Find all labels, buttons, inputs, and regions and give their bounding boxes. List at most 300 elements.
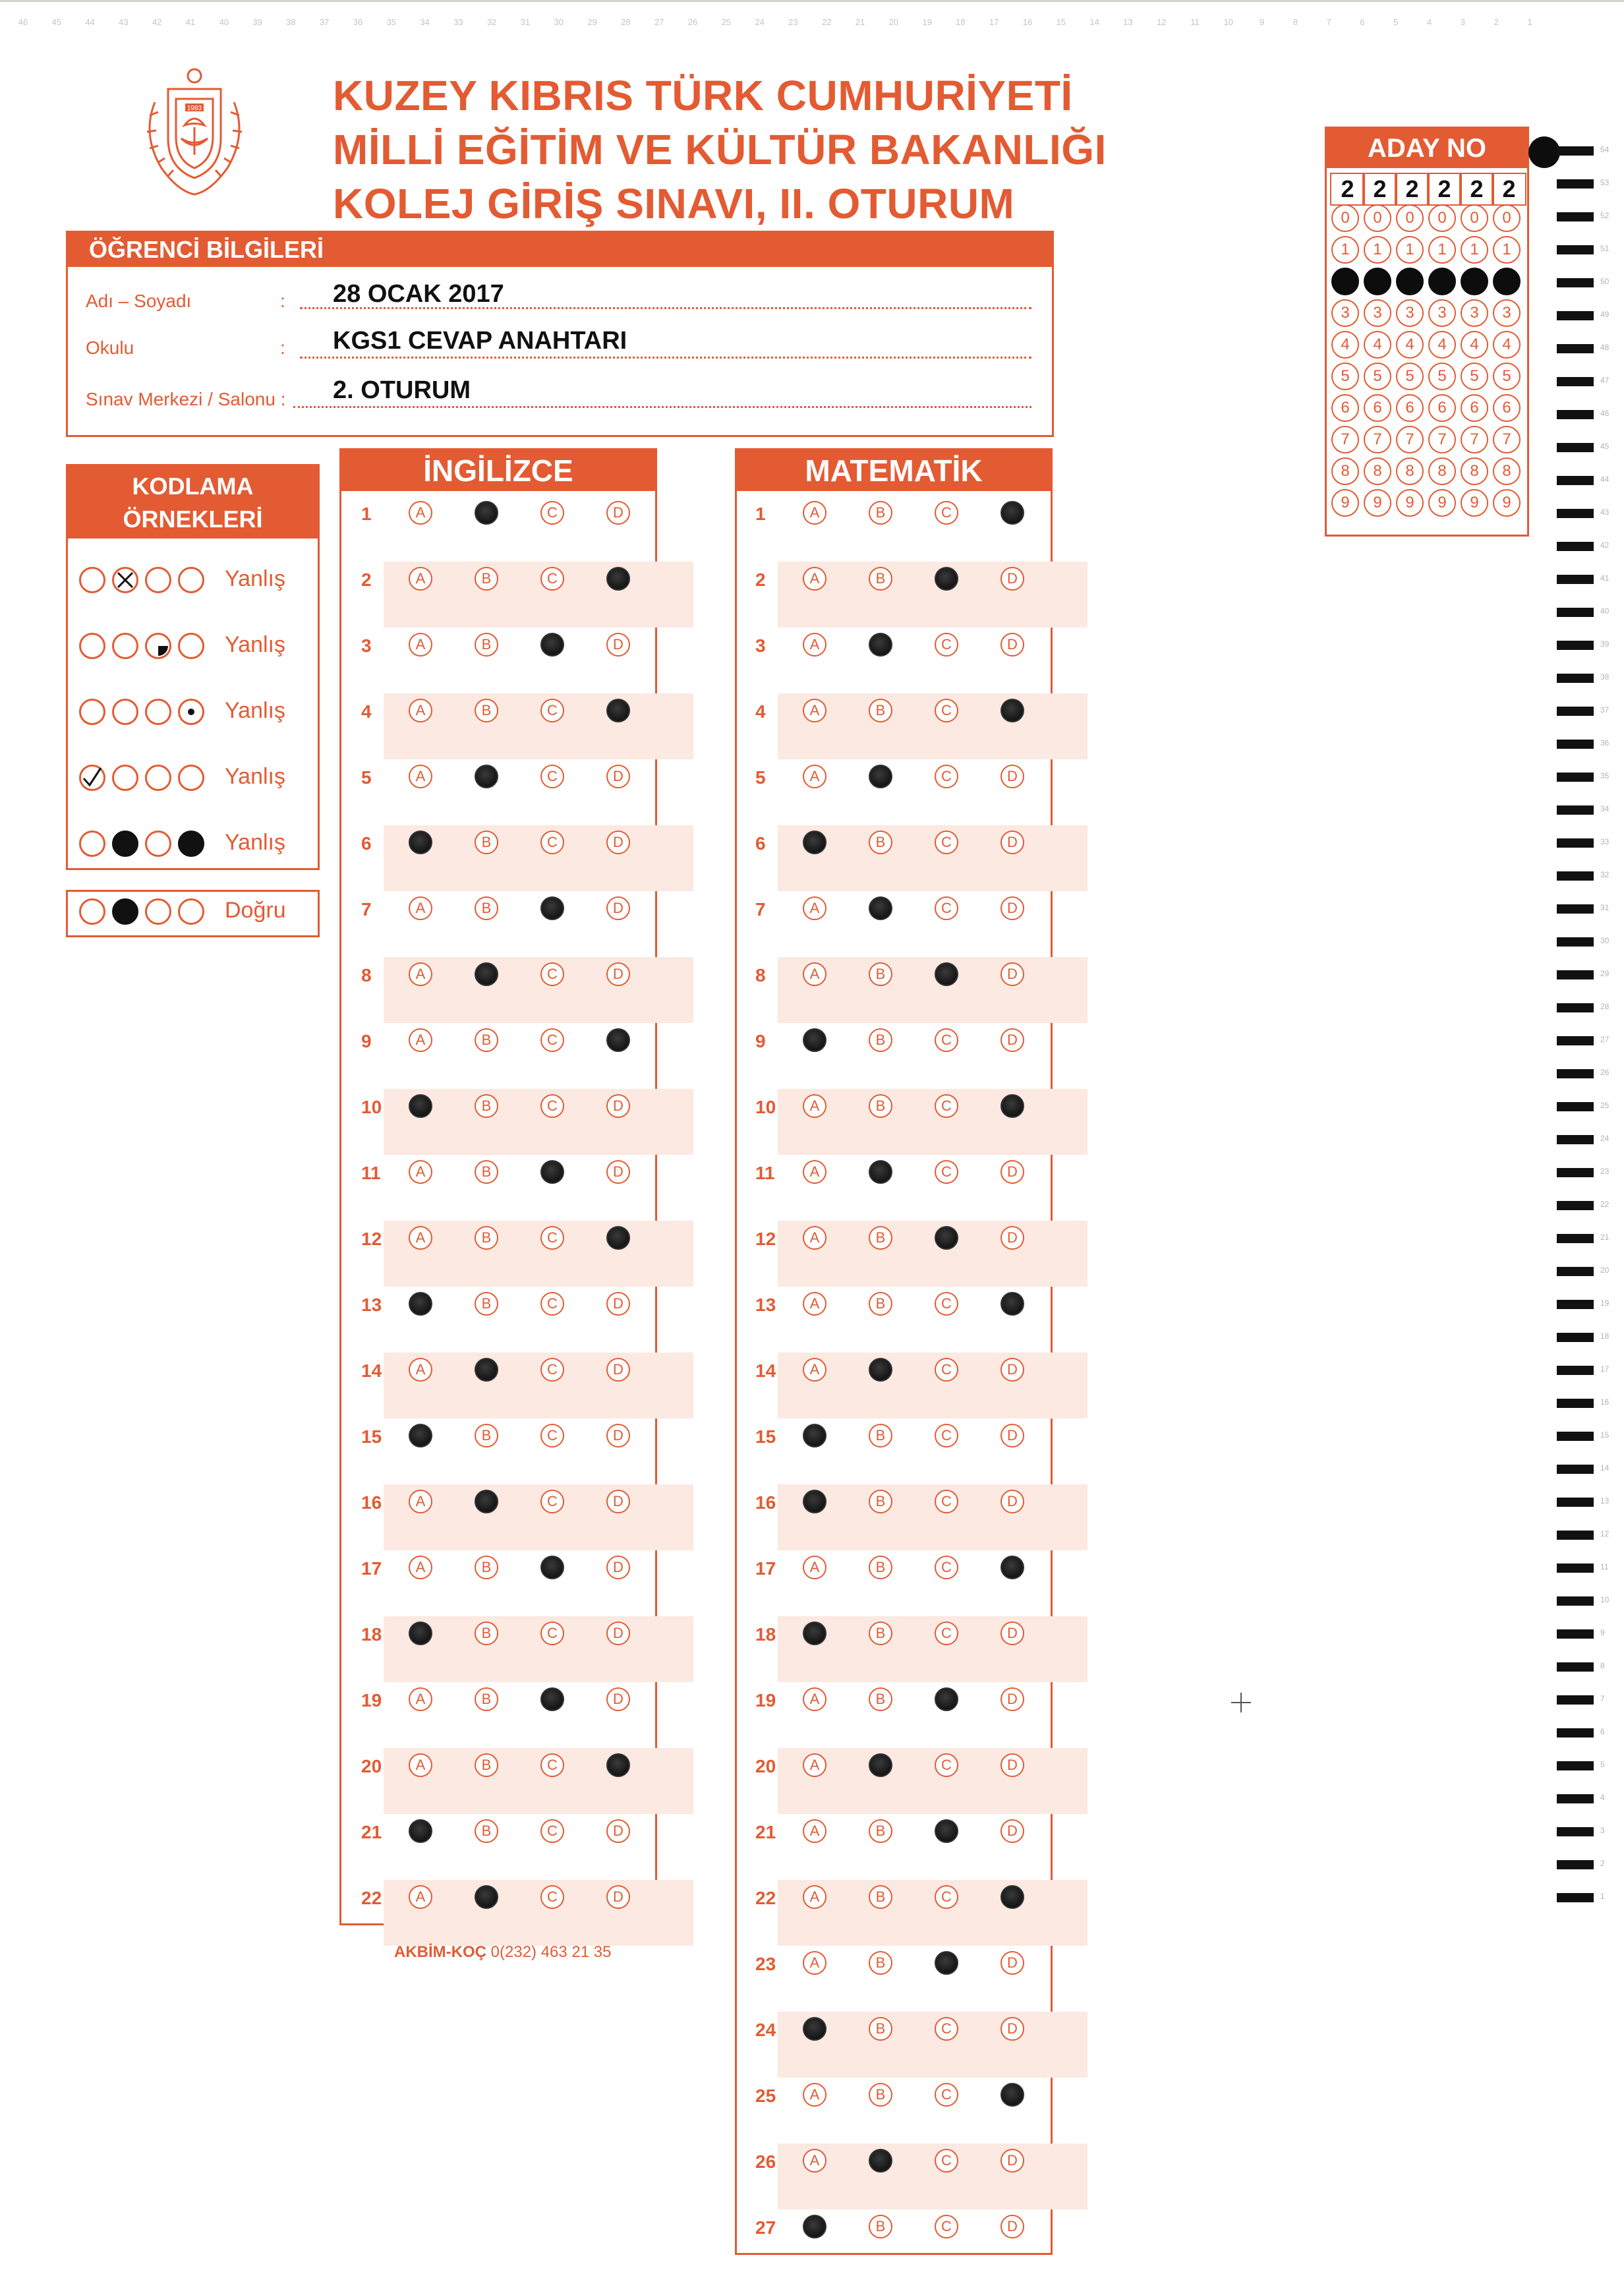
english-q4-option-a[interactable]: A [409, 699, 432, 722]
english-q19-option-c[interactable] [540, 1687, 564, 1711]
aday-no-bubble-5[interactable]: 5 [1461, 363, 1488, 390]
math-q4-option-a[interactable]: A [803, 699, 826, 722]
math-q10-option-a[interactable]: A [803, 1094, 826, 1118]
math-q8-option-b[interactable]: B [869, 962, 892, 986]
math-q22-option-b[interactable]: B [869, 1885, 892, 1909]
english-q17-option-a[interactable]: A [409, 1556, 432, 1579]
math-q23-option-c[interactable] [935, 1951, 958, 1975]
aday-no-bubble-0[interactable]: 0 [1331, 204, 1359, 232]
aday-no-bubble-5[interactable]: 5 [1396, 363, 1424, 390]
english-q22-option-b[interactable] [475, 1885, 498, 1909]
math-q24-option-b[interactable]: B [869, 2017, 892, 2041]
english-q1-option-b[interactable] [475, 501, 498, 525]
timing-mark-number: 33 [1600, 837, 1610, 846]
math-q15-option-b[interactable]: B [869, 1424, 892, 1447]
aday-no-bubble-1[interactable]: 1 [1331, 236, 1359, 264]
english-q11-option-a[interactable]: A [409, 1160, 432, 1184]
english-q14-option-c[interactable]: C [540, 1358, 564, 1382]
english-q3-option-d[interactable]: D [606, 633, 630, 657]
english-q21-option-a[interactable] [409, 1819, 432, 1843]
math-q27-option-b[interactable]: B [869, 2215, 892, 2238]
school-value[interactable]: KGS1 CEVAP ANAHTARI [333, 327, 627, 355]
timing-mark [1557, 1695, 1594, 1705]
english-q7-option-c[interactable] [540, 896, 564, 920]
english-q18-option-d[interactable]: D [606, 1621, 630, 1645]
math-question-number: 18 [755, 1624, 776, 1645]
english-q20-option-c[interactable]: C [540, 1753, 564, 1777]
math-q24-option-d[interactable]: D [1000, 2017, 1024, 2041]
math-q9-option-c[interactable]: C [935, 1028, 958, 1052]
example-bubble [112, 765, 138, 791]
math-q22-option-a[interactable]: A [803, 1885, 826, 1909]
english-q14-option-d[interactable]: D [606, 1358, 630, 1382]
english-q20-option-d[interactable] [606, 1753, 630, 1777]
english-q3-option-a[interactable]: A [409, 633, 432, 657]
timing-mark [1557, 344, 1594, 353]
math-question-number: 3 [755, 635, 766, 656]
math-q14-option-b[interactable] [869, 1358, 892, 1382]
english-q5-option-c[interactable]: C [540, 765, 564, 788]
timing-mark-number: 4 [1600, 1793, 1605, 1802]
math-q9-option-d[interactable]: D [1000, 1028, 1024, 1052]
math-q2-option-b[interactable]: B [869, 567, 892, 591]
math-q14-option-a[interactable]: A [803, 1358, 826, 1382]
correct-example-box [66, 890, 320, 937]
math-q15-option-a[interactable] [803, 1424, 826, 1447]
aday-no-bubble-7[interactable]: 7 [1364, 426, 1391, 453]
math-q6-option-c[interactable]: C [935, 831, 958, 854]
english-q8-option-d[interactable]: D [606, 962, 630, 986]
english-q15-option-c[interactable]: C [540, 1424, 564, 1447]
aday-no-bubble-4[interactable]: 4 [1331, 331, 1359, 359]
aday-no-bubble-1[interactable]: 1 [1428, 236, 1456, 264]
aday-no-bubble-9[interactable]: 9 [1396, 489, 1424, 517]
math-q12-option-b[interactable]: B [869, 1226, 892, 1250]
aday-no-bubble-9[interactable]: 9 [1331, 489, 1359, 517]
math-q18-option-d[interactable]: D [1000, 1621, 1024, 1645]
example-correct-label: Doğru [225, 898, 286, 923]
english-q16-option-c[interactable]: C [540, 1490, 564, 1513]
english-q11-option-c[interactable] [540, 1160, 564, 1184]
english-q20-option-b[interactable]: B [475, 1753, 498, 1777]
aday-no-bubble-6[interactable]: 6 [1461, 394, 1488, 422]
math-q18-option-b[interactable]: B [869, 1621, 892, 1645]
english-question-number: 5 [361, 767, 372, 788]
english-q13-option-d[interactable]: D [606, 1292, 630, 1316]
aday-no-bubble-3[interactable]: 3 [1331, 299, 1359, 327]
math-q22-option-d[interactable] [1000, 1885, 1024, 1909]
math-q8-option-d[interactable]: D [1000, 962, 1024, 986]
math-q27-option-d[interactable]: D [1000, 2215, 1024, 2238]
name-value[interactable]: 28 OCAK 2017 [333, 280, 504, 308]
math-q17-option-a[interactable]: A [803, 1556, 826, 1579]
aday-no-bubble-1[interactable]: 1 [1396, 236, 1424, 264]
math-q21-option-c[interactable] [935, 1819, 958, 1843]
aday-no-bubble-5[interactable]: 5 [1331, 363, 1359, 390]
math-q14-option-d[interactable]: D [1000, 1358, 1024, 1382]
aday-no-bubble-6[interactable]: 6 [1364, 394, 1391, 422]
timing-mark-number: 41 [1600, 573, 1610, 583]
english-q10-option-b[interactable]: B [475, 1094, 498, 1118]
aday-no-bubble-8[interactable]: 8 [1461, 457, 1488, 485]
math-q23-option-b[interactable]: B [869, 1951, 892, 1975]
timing-mark-number: 45 [1600, 442, 1610, 451]
math-q27-option-a[interactable] [803, 2215, 826, 2238]
ruler-number: 27 [654, 17, 664, 27]
english-q9-option-d[interactable] [606, 1028, 630, 1052]
ruler-number: 34 [420, 17, 430, 27]
timing-mark-number: 31 [1600, 903, 1610, 912]
aday-no-bubble-8[interactable]: 8 [1428, 457, 1456, 485]
english-q9-option-c[interactable]: C [540, 1028, 564, 1052]
aday-no-bubble-7[interactable]: 7 [1428, 426, 1456, 453]
math-q26-option-b[interactable] [869, 2149, 892, 2173]
aday-no-bubble-7[interactable]: 7 [1493, 426, 1521, 453]
math-q18-option-c[interactable]: C [935, 1621, 958, 1645]
aday-no-bubble-9[interactable]: 9 [1364, 489, 1391, 517]
aday-no-bubble-7[interactable]: 7 [1396, 426, 1424, 453]
math-q25-option-d[interactable] [1000, 2083, 1024, 2107]
math-q7-option-c[interactable]: C [935, 896, 958, 920]
math-q13-option-c[interactable]: C [935, 1292, 958, 1316]
math-q20-option-b[interactable] [869, 1753, 892, 1777]
timing-mark [1557, 1563, 1594, 1573]
aday-no-bubble-9[interactable]: 9 [1461, 489, 1488, 517]
math-q13-option-d[interactable] [1000, 1292, 1024, 1316]
english-q17-option-b[interactable]: B [475, 1556, 498, 1579]
emblem-icon [129, 63, 260, 201]
english-q9-option-b[interactable]: B [475, 1028, 498, 1052]
math-q10-option-d[interactable] [1000, 1094, 1024, 1118]
english-q10-option-a[interactable] [409, 1094, 432, 1118]
aday-no-bubble-4[interactable]: 4 [1461, 331, 1488, 359]
timing-mark-number: 15 [1600, 1430, 1610, 1440]
math-q3-option-d[interactable]: D [1000, 633, 1024, 657]
timing-mark [1557, 1531, 1594, 1540]
english-q11-option-d[interactable]: D [606, 1160, 630, 1184]
math-q4-option-c[interactable]: C [935, 699, 958, 722]
aday-no-bubble-5[interactable]: 5 [1428, 363, 1456, 390]
english-q12-option-d[interactable] [606, 1226, 630, 1250]
math-q5-option-b[interactable] [869, 765, 892, 788]
center-dotted-line [293, 406, 1031, 408]
english-q4-option-c[interactable]: C [540, 699, 564, 722]
aday-no-bubble-3[interactable]: 3 [1396, 299, 1424, 327]
math-q19-option-d[interactable]: D [1000, 1687, 1024, 1711]
math-q27-option-c[interactable]: C [935, 2215, 958, 2238]
english-q6-option-c[interactable]: C [540, 831, 564, 854]
english-q20-option-a[interactable]: A [409, 1753, 432, 1777]
english-q5-option-b[interactable] [475, 765, 498, 788]
aday-no-bubble-4[interactable]: 4 [1428, 331, 1456, 359]
math-q24-option-c[interactable]: C [935, 2017, 958, 2041]
english-q22-option-a[interactable]: A [409, 1885, 432, 1909]
english-q21-option-c[interactable]: C [540, 1819, 564, 1843]
math-q7-option-b[interactable] [869, 896, 892, 920]
math-q6-option-a[interactable] [803, 831, 826, 854]
math-q26-option-d[interactable]: D [1000, 2149, 1024, 2173]
english-q13-option-c[interactable]: C [540, 1292, 564, 1316]
english-q2-option-b[interactable]: B [475, 567, 498, 591]
aday-no-bubble-8[interactable]: 8 [1493, 457, 1521, 485]
example-bubble [79, 765, 105, 791]
math-q2-option-a[interactable]: A [803, 567, 826, 591]
aday-no-bubble-9[interactable]: 9 [1493, 489, 1521, 517]
english-q19-option-b[interactable]: B [475, 1687, 498, 1711]
timing-mark [1557, 377, 1594, 386]
timing-mark [1557, 1596, 1594, 1606]
example-bubble [145, 765, 171, 791]
aday-no-bubble-6[interactable]: 6 [1493, 394, 1521, 422]
math-q1-option-d[interactable] [1000, 501, 1024, 525]
timing-mark-number: 30 [1600, 936, 1610, 945]
english-q16-option-a[interactable]: A [409, 1490, 432, 1513]
aday-no-bubble-7[interactable]: 7 [1461, 426, 1488, 453]
english-q2-option-d[interactable] [606, 567, 630, 591]
english-q6-option-d[interactable]: D [606, 831, 630, 854]
aday-no-bubble-8[interactable]: 8 [1396, 457, 1424, 485]
english-q14-option-b[interactable] [475, 1358, 498, 1382]
math-q11-option-a[interactable]: A [803, 1160, 826, 1184]
english-q9-option-a[interactable]: A [409, 1028, 432, 1052]
aday-no-bubble-0[interactable]: 0 [1396, 204, 1424, 232]
english-q15-option-b[interactable]: B [475, 1424, 498, 1447]
english-q6-option-b[interactable]: B [475, 831, 498, 854]
english-q8-option-c[interactable]: C [540, 962, 564, 986]
math-q22-option-c[interactable]: C [935, 1885, 958, 1909]
math-q19-option-c[interactable] [935, 1687, 958, 1711]
math-q3-option-b[interactable] [869, 633, 892, 657]
english-q3-option-c[interactable] [540, 633, 564, 657]
math-q5-option-d[interactable]: D [1000, 765, 1024, 788]
english-q2-option-c[interactable]: C [540, 567, 564, 591]
english-q18-option-b[interactable]: B [475, 1621, 498, 1645]
aday-no-bubble-1[interactable]: 1 [1364, 236, 1391, 264]
english-q11-option-b[interactable]: B [475, 1160, 498, 1184]
math-q12-option-a[interactable]: A [803, 1226, 826, 1250]
english-q6-option-a[interactable] [409, 831, 432, 854]
english-q18-option-c[interactable]: C [540, 1621, 564, 1645]
english-q15-option-a[interactable] [409, 1424, 432, 1447]
english-q19-option-a[interactable]: A [409, 1687, 432, 1711]
math-q5-option-a[interactable]: A [803, 765, 826, 788]
math-q25-option-b[interactable]: B [869, 2083, 892, 2107]
aday-no-bubble-2[interactable] [1396, 268, 1424, 295]
math-q2-option-c[interactable] [935, 567, 958, 591]
math-q9-option-a[interactable] [803, 1028, 826, 1052]
math-q3-option-a[interactable]: A [803, 633, 826, 657]
math-q13-option-b[interactable]: B [869, 1292, 892, 1316]
math-q7-option-a[interactable]: A [803, 896, 826, 920]
timing-mark-number: 16 [1600, 1397, 1610, 1407]
english-q7-option-d[interactable]: D [606, 896, 630, 920]
math-q17-option-d[interactable] [1000, 1556, 1024, 1579]
math-q12-option-d[interactable]: D [1000, 1226, 1024, 1250]
math-q23-option-d[interactable]: D [1000, 1951, 1024, 1975]
english-q17-option-d[interactable]: D [606, 1556, 630, 1579]
ruler-number: 8 [1292, 17, 1298, 27]
math-q11-option-c[interactable]: C [935, 1160, 958, 1184]
math-q10-option-b[interactable]: B [869, 1094, 892, 1118]
math-q19-option-a[interactable]: A [803, 1687, 826, 1711]
aday-no-bubble-1[interactable]: 1 [1461, 236, 1488, 264]
math-q4-option-b[interactable]: B [869, 699, 892, 722]
english-q13-option-a[interactable] [409, 1292, 432, 1316]
english-q22-option-c[interactable]: C [540, 1885, 564, 1909]
math-q2-option-d[interactable]: D [1000, 567, 1024, 591]
english-q8-option-a[interactable]: A [409, 962, 432, 986]
english-q10-option-c[interactable]: C [540, 1094, 564, 1118]
aday-no-bubble-0[interactable]: 0 [1428, 204, 1456, 232]
example-bubble [178, 699, 204, 725]
math-q20-option-c[interactable]: C [935, 1753, 958, 1777]
aday-no-bubble-4[interactable]: 4 [1364, 331, 1391, 359]
english-q1-option-c[interactable]: C [540, 501, 564, 525]
ruler-number: 5 [1393, 17, 1399, 27]
timing-mark [1557, 674, 1594, 683]
aday-no-bubble-5[interactable]: 5 [1493, 363, 1521, 390]
math-q9-option-b[interactable]: B [869, 1028, 892, 1052]
math-q1-option-a[interactable]: A [803, 501, 826, 525]
english-q5-option-d[interactable]: D [606, 765, 630, 788]
english-q5-option-a[interactable]: A [409, 765, 432, 788]
math-q16-option-b[interactable]: B [869, 1490, 892, 1513]
aday-no-bubble-2[interactable] [1461, 268, 1488, 295]
math-q1-option-c[interactable]: C [935, 501, 958, 525]
math-q8-option-a[interactable]: A [803, 962, 826, 986]
aday-no-bubble-6[interactable]: 6 [1331, 394, 1359, 422]
english-q17-option-c[interactable] [540, 1556, 564, 1579]
center-value[interactable]: 2. OTURUM [333, 376, 471, 404]
english-q7-option-a[interactable]: A [409, 896, 432, 920]
aday-no-bubble-7[interactable]: 7 [1331, 426, 1359, 453]
aday-no-bubble-0[interactable]: 0 [1364, 204, 1391, 232]
english-q15-option-d[interactable]: D [606, 1424, 630, 1447]
english-q12-option-b[interactable]: B [475, 1226, 498, 1250]
aday-no-bubble-1[interactable]: 1 [1493, 236, 1521, 264]
name-dotted-line [300, 307, 1031, 309]
english-q13-option-b[interactable]: B [475, 1292, 498, 1316]
aday-no-bubble-3[interactable]: 3 [1461, 299, 1488, 327]
english-q14-option-a[interactable]: A [409, 1358, 432, 1382]
aday-no-bubble-3[interactable]: 3 [1493, 299, 1521, 327]
english-q21-option-d[interactable]: D [606, 1819, 630, 1843]
math-q13-option-a[interactable]: A [803, 1292, 826, 1316]
math-q5-option-c[interactable]: C [935, 765, 958, 788]
math-q24-option-a[interactable] [803, 2017, 826, 2041]
math-q16-option-a[interactable] [803, 1490, 826, 1513]
math-q25-option-a[interactable]: A [803, 2083, 826, 2107]
aday-no-bubble-6[interactable]: 6 [1396, 394, 1424, 422]
math-q21-option-a[interactable]: A [803, 1819, 826, 1843]
aday-no-bubble-8[interactable]: 8 [1364, 457, 1391, 485]
english-q1-option-d[interactable]: D [606, 501, 630, 525]
english-q19-option-d[interactable]: D [606, 1687, 630, 1711]
math-q7-option-d[interactable]: D [1000, 896, 1024, 920]
math-q20-option-a[interactable]: A [803, 1753, 826, 1777]
math-question-number: 7 [755, 899, 766, 920]
english-q10-option-d[interactable]: D [606, 1094, 630, 1118]
timing-mark [1557, 410, 1594, 419]
math-q26-option-a[interactable]: A [803, 2149, 826, 2173]
math-q21-option-d[interactable]: D [1000, 1819, 1024, 1843]
english-q4-option-b[interactable]: B [475, 699, 498, 722]
english-q4-option-d[interactable] [606, 699, 630, 722]
math-q23-option-a[interactable]: A [803, 1951, 826, 1975]
aday-no-bubble-5[interactable]: 5 [1364, 363, 1391, 390]
math-q17-option-b[interactable]: B [869, 1556, 892, 1579]
math-q16-option-c[interactable]: C [935, 1490, 958, 1513]
math-q14-option-c[interactable]: C [935, 1358, 958, 1382]
english-q12-option-c[interactable]: C [540, 1226, 564, 1250]
aday-no-bubble-0[interactable]: 0 [1493, 204, 1521, 232]
math-question-number: 24 [755, 2020, 776, 2040]
aday-no-bubble-4[interactable]: 4 [1493, 331, 1521, 359]
english-question-number: 14 [361, 1360, 382, 1381]
english-q21-option-b[interactable]: B [475, 1819, 498, 1843]
math-q19-option-b[interactable]: B [869, 1687, 892, 1711]
math-q4-option-d[interactable] [1000, 699, 1024, 722]
aday-no-bubble-0[interactable]: 0 [1461, 204, 1488, 232]
math-q18-option-a[interactable] [803, 1621, 826, 1645]
math-q16-option-d[interactable]: D [1000, 1490, 1024, 1513]
math-q20-option-d[interactable]: D [1000, 1753, 1024, 1777]
ruler-number: 18 [956, 17, 966, 27]
aday-no-bubble-2[interactable] [1428, 268, 1456, 295]
aday-no-bubble-2[interactable] [1364, 268, 1391, 295]
math-q6-option-d[interactable]: D [1000, 831, 1024, 854]
math-question-number: 2 [755, 570, 766, 590]
english-q3-option-b[interactable]: B [475, 633, 498, 657]
english-q22-option-d[interactable]: D [606, 1885, 630, 1909]
math-q12-option-c[interactable] [935, 1226, 958, 1250]
english-q7-option-b[interactable]: B [475, 896, 498, 920]
aday-no-bubble-2[interactable] [1493, 268, 1521, 295]
math-q10-option-c[interactable]: C [935, 1094, 958, 1118]
math-q11-option-b[interactable] [869, 1160, 892, 1184]
aday-no-bubble-3[interactable]: 3 [1428, 299, 1456, 327]
aday-no-bubble-8[interactable]: 8 [1331, 457, 1359, 485]
math-q26-option-c[interactable]: C [935, 2149, 958, 2173]
english-q16-option-d[interactable]: D [606, 1490, 630, 1513]
math-q3-option-c[interactable]: C [935, 633, 958, 657]
math-q6-option-b[interactable]: B [869, 831, 892, 854]
english-question-number: 18 [361, 1624, 382, 1645]
timing-mark-number: 42 [1600, 540, 1610, 550]
english-q18-option-a[interactable] [409, 1621, 432, 1645]
aday-no-bubble-9[interactable]: 9 [1428, 489, 1456, 517]
english-q1-option-a[interactable]: A [409, 501, 432, 525]
math-q17-option-c[interactable]: C [935, 1556, 958, 1579]
math-q8-option-c[interactable] [935, 962, 958, 986]
math-q15-option-c[interactable]: C [935, 1424, 958, 1447]
english-q2-option-a[interactable]: A [409, 567, 432, 591]
math-q11-option-d[interactable]: D [1000, 1160, 1024, 1184]
ruler-number: 11 [1190, 17, 1200, 27]
math-q15-option-d[interactable]: D [1000, 1424, 1024, 1447]
english-q16-option-b[interactable] [475, 1490, 498, 1513]
math-q21-option-b[interactable]: B [869, 1819, 892, 1843]
english-q12-option-a[interactable]: A [409, 1226, 432, 1250]
aday-no-bubble-6[interactable]: 6 [1428, 394, 1456, 422]
aday-no-bubble-3[interactable]: 3 [1364, 299, 1391, 327]
math-q1-option-b[interactable]: B [869, 501, 892, 525]
aday-no-bubble-2[interactable] [1331, 268, 1359, 295]
math-q25-option-c[interactable]: C [935, 2083, 958, 2107]
aday-no-bubble-4[interactable]: 4 [1396, 331, 1424, 359]
math-question-number: 21 [755, 1822, 776, 1842]
english-q8-option-b[interactable] [475, 962, 498, 986]
